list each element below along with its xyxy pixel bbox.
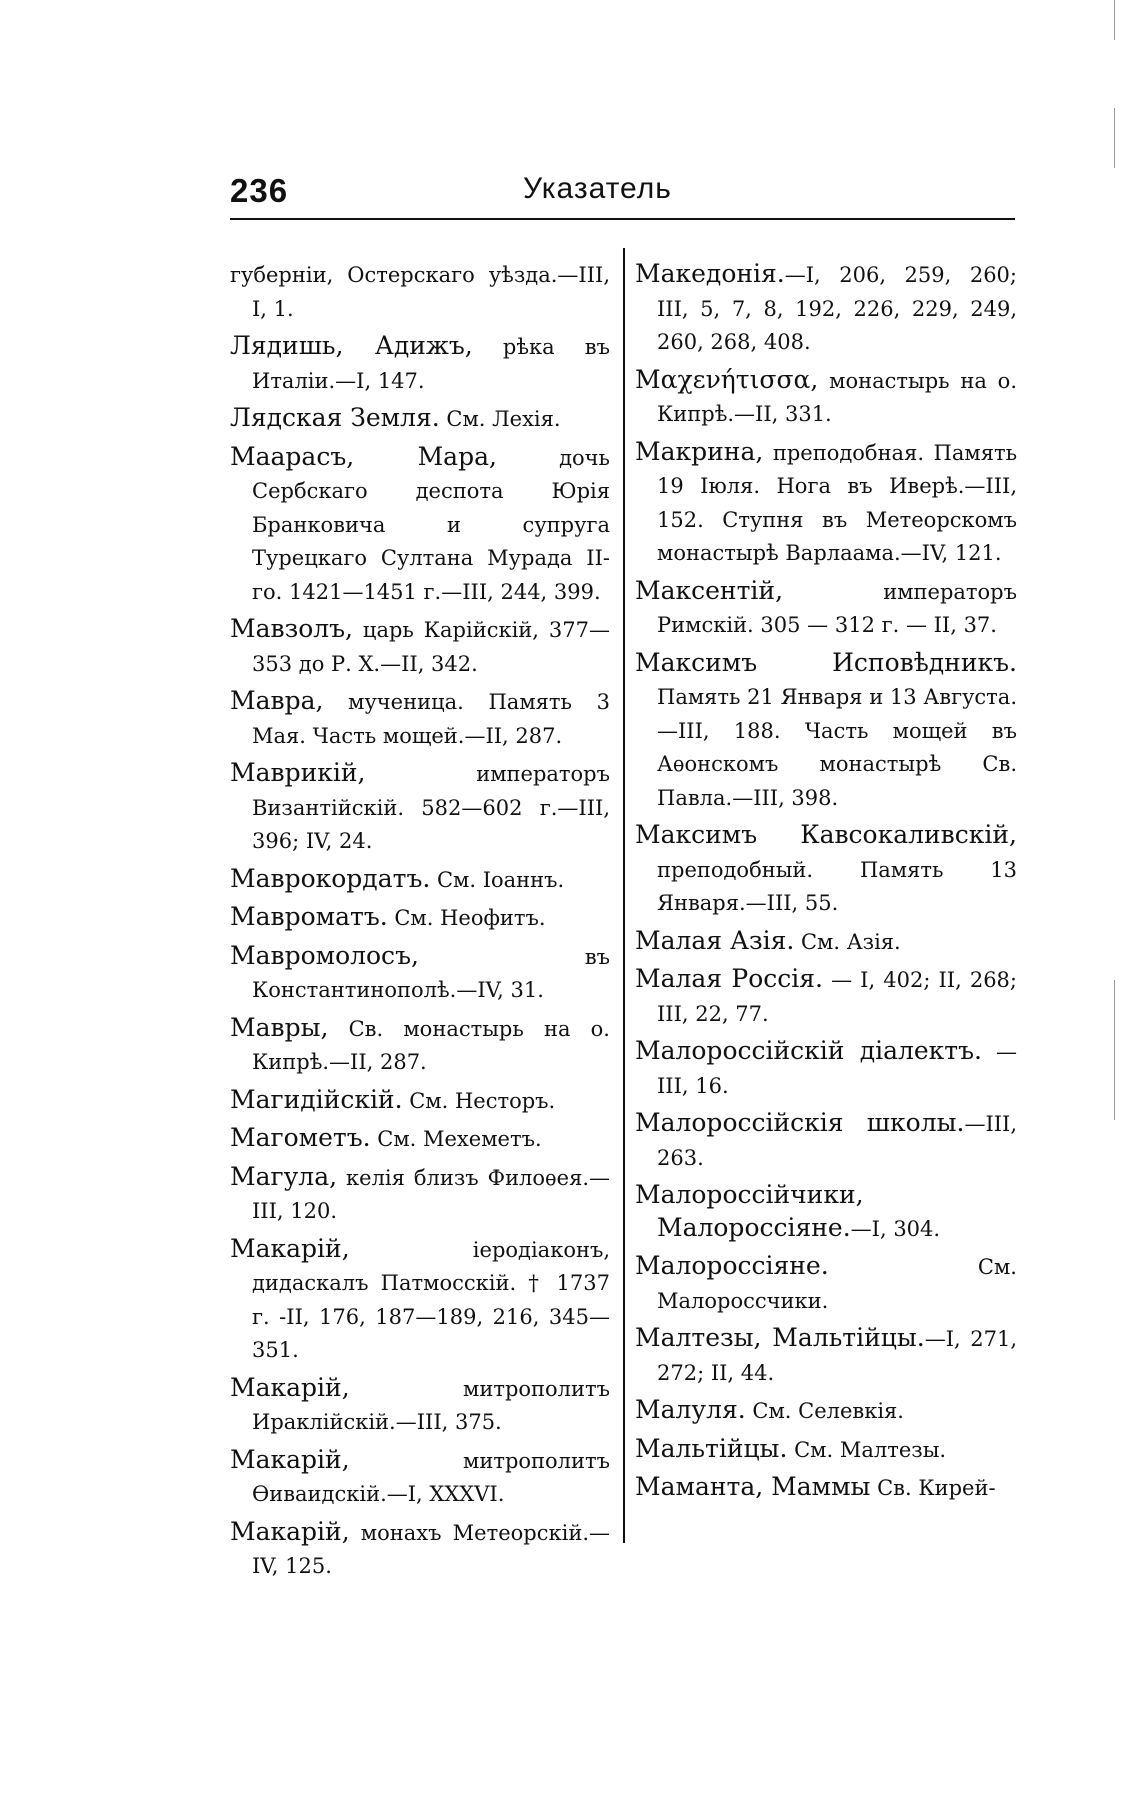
- entry-headword: Лядская Земля.: [230, 403, 440, 432]
- entry-headword: Магометъ.: [230, 1123, 371, 1152]
- index-entry: [230, 330, 610, 397]
- entry-headword: Максимъ Кавсокаливскій,: [635, 820, 1017, 849]
- index-entry: [635, 575, 1017, 642]
- entry-headword: Лядишь, Адижъ,: [230, 331, 473, 360]
- entry-headword: Малая Азія.: [635, 925, 795, 955]
- entry-headword: Макарій,: [230, 1233, 350, 1263]
- entry-headword: Магула,: [230, 1161, 338, 1191]
- entry-body: царь Карійскій, 377—353 до Р. Х.—II, 342.: [252, 618, 610, 676]
- index-entry: [230, 258, 610, 325]
- index-entry: [635, 647, 1017, 815]
- entry-body: См. Азія.: [794, 929, 901, 954]
- index-entry: [635, 963, 1017, 1030]
- entry-headword: Мавра,: [230, 686, 324, 715]
- index-entry: [635, 1179, 1017, 1245]
- index-entry: [230, 685, 610, 752]
- entry-headword: Мавры,: [230, 1012, 329, 1042]
- entry-body: губерніи, Остерскаго уѣзда.—III, I, 1.: [230, 263, 610, 321]
- index-entry: [230, 1372, 610, 1439]
- entry-body: См. Малороссчики.: [657, 1255, 1017, 1313]
- entry-body: преподобная. Память 19 Іюля. Нога въ Иверѣ.—III, 152. Ступня въ Метеорскомъ монастырѣ Варлаама.—IV, 121.: [657, 440, 1017, 565]
- entry-headword: Макрина,: [635, 436, 764, 466]
- index-entry: [635, 364, 1017, 431]
- entry-headword: Макарій,: [230, 1444, 350, 1474]
- index-entry: [230, 1233, 610, 1367]
- index-entry: [230, 1012, 610, 1079]
- entry-headword: Малороссіяне.: [635, 1251, 829, 1280]
- entry-body: Св. Кирей-: [870, 1476, 996, 1500]
- index-column-left: [230, 258, 610, 1588]
- entry-body: преподобный. Память 13 Января.—III, 55.: [657, 857, 1017, 915]
- page-edge-mark: [1114, 0, 1115, 40]
- entry-body: См. Малтезы.: [787, 1437, 947, 1462]
- index-entry: [635, 1107, 1017, 1174]
- entry-headword: Маарасъ, Мара,: [230, 441, 497, 471]
- index-entry: [230, 1444, 610, 1511]
- index-entry: [635, 1471, 1017, 1505]
- entry-headword: Малуля.: [635, 1395, 746, 1424]
- index-entry: [230, 1084, 610, 1118]
- index-entry: [635, 1433, 1017, 1467]
- page-number: 236: [230, 172, 289, 209]
- index-entry: [635, 819, 1017, 920]
- entry-body: См. Лехія.: [439, 407, 561, 431]
- entry-body: —III, 263.: [657, 1112, 1017, 1170]
- entry-headword: Маврокордатъ.: [230, 863, 431, 893]
- entry-body: — I, 402; II, 268; III, 22, 77.: [657, 968, 1017, 1026]
- header-rule: [230, 218, 1015, 220]
- entry-body: Св. монастырь на о. Кипрѣ.—II, 287.: [252, 1016, 610, 1074]
- column-divider: [623, 248, 625, 1543]
- entry-headword: Мавзолъ,: [230, 614, 353, 643]
- entry-body: См. Селевкія.: [745, 1399, 904, 1423]
- index-entry: [230, 1161, 610, 1228]
- index-entry: [635, 925, 1017, 959]
- page-edge-mark: [1114, 108, 1115, 168]
- entry-body: — III, 16.: [657, 1040, 1017, 1098]
- entry-body: іеродіаконъ, дидаскалъ Патмосскій. † 1737 г. -II, 176, 187—189, 216, 345—351.: [252, 1237, 610, 1362]
- index-entry: [635, 1250, 1017, 1317]
- index-entry: [230, 402, 610, 436]
- entry-headword: Маманта, Маммы: [635, 1472, 871, 1501]
- entry-body: рѣка въ Италіи.—I, 147.: [252, 335, 610, 393]
- entry-headword: Малтезы, Мальтійцы.: [635, 1323, 925, 1352]
- index-entry: [230, 1122, 610, 1156]
- entry-body: дочь Сербскаго деспота Юрія Бранковича и супруга Турецкаго Султана Мурада II-го. 1421—1451 г.—III, 244, 399.: [252, 445, 610, 604]
- entry-body: —I, 206, 259, 260; III, 5, 7, 8, 192, 226, 229, 249, 260, 268, 408.: [657, 263, 1017, 354]
- entry-headword: Максимъ Исповѣдникъ.: [635, 647, 1017, 677]
- entry-headword: Макарій,: [230, 1372, 350, 1402]
- entry-headword: Μαχενήτισσα,: [635, 364, 819, 394]
- entry-headword: Малороссійскія школы.: [635, 1108, 965, 1137]
- entry-headword: Малороссійскій діалектъ.: [635, 1036, 982, 1065]
- entry-body: мученица. Память 3 Мая. Часть мощей.—II, 287.: [252, 690, 610, 748]
- entry-headword: Мальтійцы.: [635, 1433, 788, 1463]
- page-header: [230, 172, 1015, 212]
- entry-body: императоръ Византійскій. 582—602 г.—III, 396; IV, 24.: [252, 762, 610, 853]
- entry-headword: Малороссійчики, Малороссіяне.: [635, 1180, 864, 1242]
- index-entry: [230, 613, 610, 680]
- index-entry: [635, 1035, 1017, 1102]
- entry-body: См. Іоаннъ.: [430, 867, 565, 892]
- entry-body: См. Мехеметъ.: [370, 1127, 542, 1151]
- index-entry: [230, 441, 610, 609]
- index-entry: [635, 1394, 1017, 1428]
- entry-body: императоръ Римскій. 305 — 312 г. — II, 37.: [657, 579, 1017, 637]
- entry-body: См. Неофитъ.: [387, 906, 546, 930]
- entry-headword: Магидійскій.: [230, 1084, 403, 1114]
- entry-body: митрополитъ Ѳиваидскій.—I, XXXVI.: [252, 1448, 610, 1506]
- index-entry: [635, 258, 1017, 359]
- entry-body: —I, 271, 272; II, 44.: [657, 1327, 1017, 1385]
- index-entry: [230, 901, 610, 935]
- entry-body: келія близъ Филоѳея.—III, 120.: [252, 1165, 610, 1223]
- entry-body: монахъ Метеорскій.—IV, 125.: [252, 1520, 610, 1578]
- entry-headword: Маврикій,: [230, 758, 366, 787]
- index-entry: [635, 436, 1017, 570]
- entry-body: Память 21 Января и 13 Августа.—III, 188. Часть мощей въ Аѳонскомъ монастырѣ Св. Павла.—III, 398.: [657, 685, 1017, 810]
- entry-body: монастырь на о. Кипрѣ.—II, 331.: [657, 368, 1017, 426]
- entry-body: въ Константинополѣ.—IV, 31.: [252, 944, 610, 1002]
- entry-body: —I, 304.: [850, 1216, 941, 1241]
- running-title: Указатель: [523, 172, 672, 205]
- entry-headword: Макарій,: [230, 1516, 350, 1546]
- index-column-right: [635, 258, 1017, 1510]
- index-entry: [230, 1516, 610, 1583]
- entry-headword: Максентій,: [635, 575, 784, 605]
- index-entry: [230, 863, 610, 897]
- index-entry: [230, 940, 610, 1007]
- index-entry: [635, 1322, 1017, 1389]
- entry-headword: Мавромолосъ,: [230, 940, 419, 970]
- index-entry: [230, 757, 610, 858]
- page-edge-mark: [1114, 980, 1115, 1120]
- entry-body: См. Несторъ.: [402, 1088, 556, 1113]
- entry-headword: Мавроматъ.: [230, 902, 388, 931]
- entry-headword: Малая Россія.: [635, 964, 824, 993]
- entry-body: митрополитъ Ираклійскій.—III, 375.: [252, 1376, 610, 1434]
- entry-headword: Македонія.: [635, 259, 785, 288]
